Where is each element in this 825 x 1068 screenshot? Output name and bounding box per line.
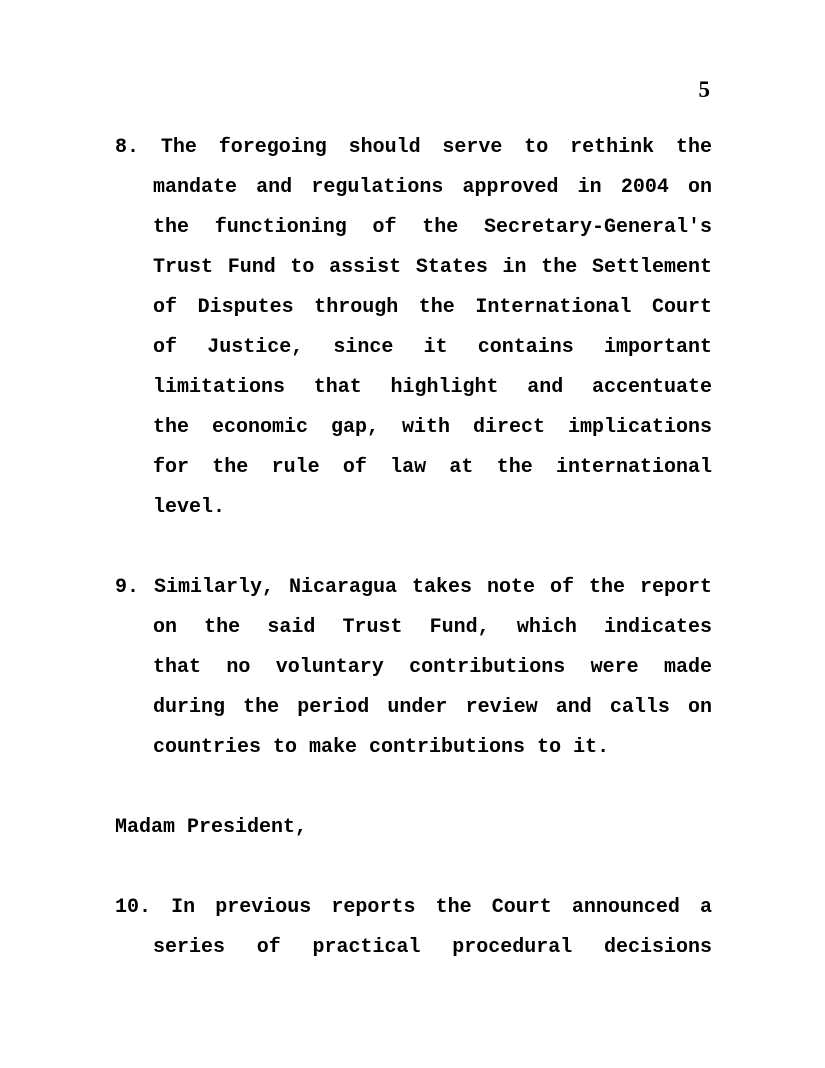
line-text: Similarly, Nicaragua takes note of the report	[154, 576, 712, 599]
text-line	[115, 128, 712, 168]
paragraph-number: 8.	[115, 136, 140, 159]
text-line: mandate and regulations approved in 2004 on	[153, 176, 712, 199]
numbered-paragraph-10	[115, 888, 712, 968]
document-content	[115, 128, 712, 1008]
salutation-text: Madam President,	[115, 816, 308, 839]
text-line: series of practical procedural decisions	[153, 936, 712, 959]
text-line: of Disputes through the International Court	[153, 296, 712, 319]
text-line: countries to make contributions to it.	[153, 736, 610, 759]
text-line	[115, 568, 712, 608]
page-number: 5	[698, 77, 710, 102]
numbered-paragraph-8	[115, 128, 712, 528]
text-line: level.	[153, 496, 226, 519]
salutation-block	[115, 808, 712, 848]
text-line: that no voluntary contributions were made	[153, 656, 712, 679]
text-line: on the said Trust Fund, which indicates	[153, 616, 712, 639]
paragraph-number: 9.	[115, 576, 140, 599]
line-text: The foregoing should serve to rethink the	[160, 136, 712, 159]
text-line: Trust Fund to assist States in the Settlement	[153, 256, 712, 279]
numbered-paragraph-9	[115, 568, 712, 768]
text-line: the economic gap, with direct implications	[153, 416, 712, 439]
line-text: In previous reports the Court announced a	[171, 896, 712, 919]
paragraph-number: 10.	[115, 896, 152, 919]
text-line: for the rule of law at the international	[153, 456, 712, 479]
text-line: limitations that highlight and accentuate	[153, 376, 712, 399]
text-line	[115, 888, 712, 928]
text-line: the functioning of the Secretary-General's	[153, 216, 712, 239]
text-line: of Justice, since it contains important	[153, 336, 712, 359]
text-line: during the period under review and calls on	[153, 696, 712, 719]
